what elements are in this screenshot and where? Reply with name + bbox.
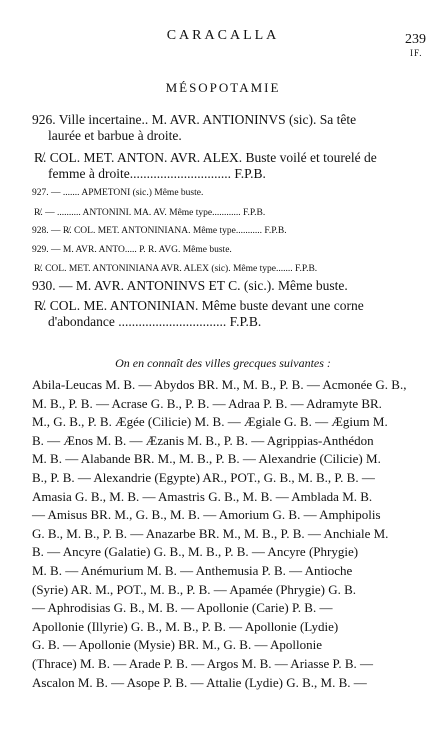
cities-line: M., G. B., P. B. Ægée (Cilicie) M. B. — Ægiale G. B. — Ægium M. xyxy=(32,414,388,430)
entry-926-reverse-cont: femme à droite.............................. F.P.B. xyxy=(48,166,266,181)
entry-929-reverse: R̸. COL. MET. ANTONINIANA AVR. ALEX (sic). Même type....... F.P.B. xyxy=(34,264,318,274)
entry-927-reverse: R̸. — .......... ANTONINI. MA. AV. Même type............ F.P.B. xyxy=(34,208,266,218)
cities-line: (Thrace) M. B. — Arade P. B. — Argos M. B. — Ariasse P. B. — xyxy=(32,655,374,671)
entry-929-obverse: 929. — M. AVR. ANTO..... P. R. AVG. Même buste. xyxy=(32,245,232,255)
entry-930-obverse: 930. — M. AVR. ANTONINVS ET C. (sic.). Même buste. xyxy=(32,278,348,293)
entry-927-obverse: 927. — ....... APMETONI (sic.) Même buste. xyxy=(32,188,204,198)
running-title: CARACALLA xyxy=(166,28,280,43)
entry-930-reverse: R̸. COL. ME. ANTONINIAN. Même buste devant une corne xyxy=(34,298,364,313)
cities-line: Abila-Leucas M. B. — Abydos BR. M., M. B., P. B. — Acmonée G. B., xyxy=(32,377,407,392)
cities-line: Amasia G. B., M. B. — Amastris G. B., M. B. — Amblada M. B. xyxy=(32,488,373,504)
cities-line: — Amisus BR. M., G. B., M. B. — Amorium G. B. — Amphipolis xyxy=(32,507,381,523)
cities-line: B., P. B. — Alexandrie (Egypte) AR., POT., G. B., M. B., P. B. — xyxy=(32,469,375,485)
cities-caption: On en connaît des villes grecques suivantes : xyxy=(115,356,331,370)
cities-line: (Syrie) AR. M., POT., M. B., P. B. — Apamée (Phrygie) G. B. xyxy=(32,581,357,597)
cities-line: B. — Ancyre (Galatie) G. B., M. B., P. B. — Ancyre (Phrygie) xyxy=(32,544,359,560)
cities-line: M. B. — Anémurium M. B. — Anthemusia P. B. — Antioche xyxy=(32,562,353,578)
entry-928: 928. — R̸. COL. MET. ANTONINIANA. Même type........... F.P.B. xyxy=(32,226,287,236)
cities-line: Apollonie (Illyrie) G. B., M. B., P. B. — Apollonie (Lydie) xyxy=(32,618,339,634)
page-number: 239 xyxy=(405,32,426,47)
entry-926-reverse: R̸. COL. MET. ANTON. AVR. ALEX. Buste voilé et tourelé de xyxy=(34,150,377,165)
cities-line: B. — Ænos M. B. — Æzanis M. B., P. B. — Agrippias-Anthédon xyxy=(32,432,374,448)
section-title: MÉSOPOTAMIE xyxy=(165,80,281,95)
page-signature: IF. xyxy=(410,48,423,58)
cities-line: G. B. — Apollonie (Mysie) BR. M., G. B. — Apollonie xyxy=(32,637,322,653)
cities-line: M. B., P. B. — Acrase G. B., P. B. — Adraa P. B. — Adramyte BR. xyxy=(32,395,382,411)
entry-930-reverse-cont: d'abondance ................................ F.P.B. xyxy=(48,314,262,329)
entry-926-obverse: 926. Ville incertaine.. M. AVR. ANTIONINVS (sic). Sa tête xyxy=(32,112,357,127)
cities-line: — Aphrodisias G. B., M. B. — Apollonie (Carie) P. B. — xyxy=(32,600,333,616)
entry-926-obverse-cont: laurée et barbue à droite. xyxy=(48,128,182,143)
cities-line: M. B. — Alabande BR. M., M. B., P. B. — Alexandrie (Cilicie) M. xyxy=(32,451,381,467)
cities-line: G. B., M. B., P. B. — Anazarbe BR. M., M. B., P. B. — Anchiale M. xyxy=(32,525,389,541)
cities-line: Ascalon M. B. — Asope P. B. — Attalie (Lydie) G. B., M. B. — xyxy=(32,674,367,690)
greek-cities-list xyxy=(32,376,420,692)
